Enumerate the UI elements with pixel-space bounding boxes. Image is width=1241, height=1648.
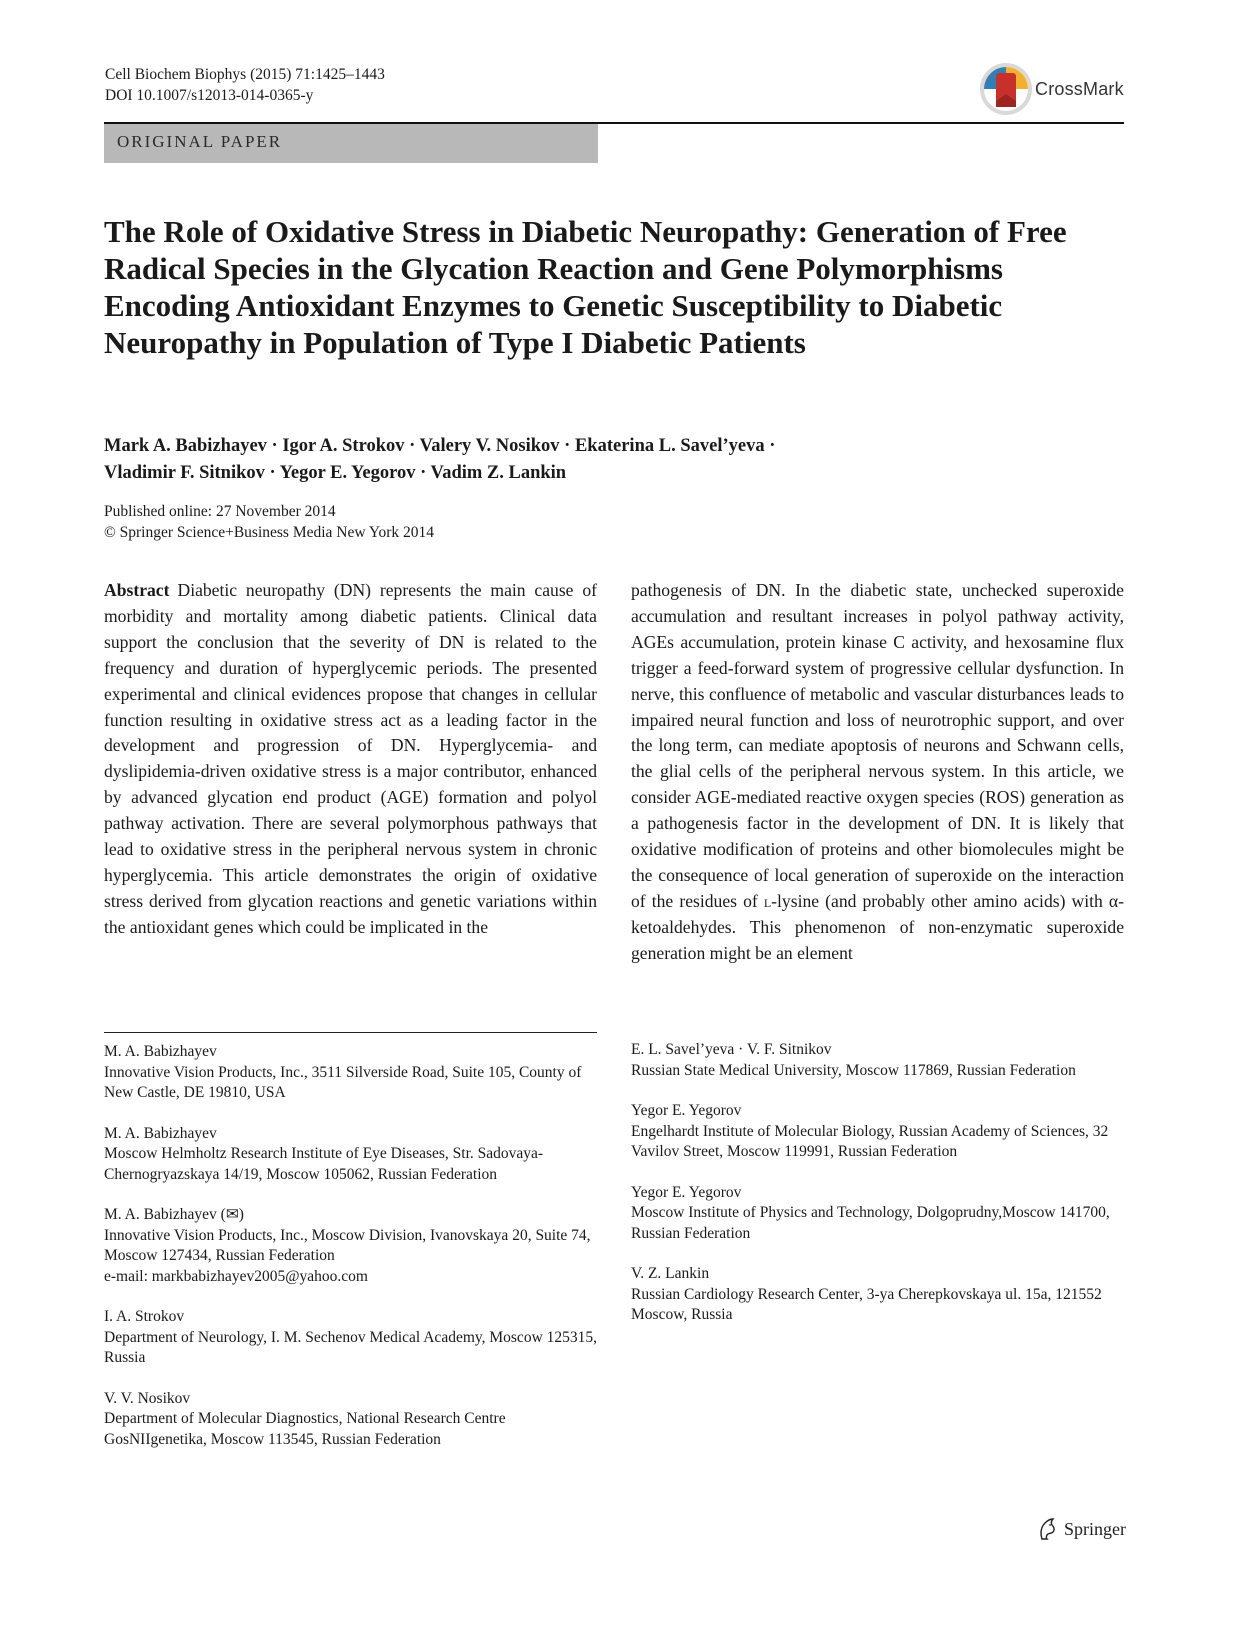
affiliation-block: [104, 1205, 604, 1287]
affiliation-block: [631, 1101, 1131, 1163]
affiliation-address: Engelhardt Institute of Molecular Biology, Russian Academy of Sciences, 32 Vavilov Street, Moscow 119991, Russian Federation: [631, 1122, 1109, 1160]
affiliation-block: [104, 1042, 604, 1104]
affiliation-block: [104, 1124, 604, 1186]
affiliation-name: V. Z. Lankin: [631, 1265, 710, 1282]
affiliation-name: Yegor E. Yegorov: [631, 1102, 742, 1119]
affiliation-address: Department of Molecular Diagnostics, National Research Centre GosNIIgenetika, Moscow 113545, Russian Federation: [104, 1410, 506, 1448]
affiliation-block: [104, 1307, 604, 1369]
affiliation-name: M. A. Babizhayev (✉): [104, 1206, 244, 1223]
abstract-text-left: Diabetic neuropathy (DN) represents the main cause of morbidity and mortality among diabetic patients. Clinical data support the conclusion that the severity of DN is related to the frequency and duration of hyperglycemic periods. The presented experimental and clinical evidences propose that changes in cellular function resulting in oxidative stress act as a leading factor in the development and progression of DN. Hyperglycemia- and dyslipidemia-driven oxidative stress is a major contributor, enhanced by advanced glycation end product (AGE) formation and polyol pathway activation. There are several polymorphous pathways that lead to oxidative stress in the peripheral nervous system in chronic hyperglycemia. This article demonstrates the origin of oxidative stress derived from glycation reactions and genetic variations within the antioxidant genes which could be implicated in the: [104, 580, 597, 937]
affiliation-address: Department of Neurology, I. M. Sechenov Medical Academy, Moscow 125315, Russia: [104, 1328, 598, 1366]
affiliations-right: [631, 1040, 1131, 1346]
affiliation-block: [104, 1389, 604, 1451]
doi: DOI 10.1007/s12013-014-0365-y: [105, 87, 314, 104]
affiliation-address: Russian State Medical University, Moscow 117869, Russian Federation: [631, 1061, 1076, 1079]
affiliation-name: I. A. Strokov: [104, 1308, 185, 1325]
copyright: © Springer Science+Business Media New York 2014: [104, 524, 435, 541]
affiliation-block: [631, 1183, 1131, 1245]
affiliation-block: [631, 1264, 1131, 1326]
email-link[interactable]: e-mail: markbabizhayev2005@yahoo.com: [104, 1267, 368, 1285]
affiliation-address: Moscow Helmholtz Research Institute of Eye Diseases, Str. Sadovaya-Chernogryazskaya 14/19, Moscow 105062, Russian Federation: [104, 1145, 544, 1183]
publication-info: [104, 501, 434, 543]
publisher-name: Springer: [1064, 1518, 1126, 1539]
journal-info: [105, 64, 385, 106]
affiliation-name: M. A. Babizhayev: [104, 1043, 217, 1060]
abstract-label: Abstract: [104, 580, 170, 600]
affiliation-address: Moscow Institute of Physics and Technology, Dolgoprudny,Moscow 141700, Russian Federation: [631, 1204, 1110, 1242]
affiliation-address: Innovative Vision Products, Inc., 3511 Silverside Road, Suite 105, County of New Castle, DE 19810, USA: [104, 1063, 582, 1101]
crossmark-label[interactable]: CrossMark: [1035, 79, 1124, 99]
abstract-text-right-b: -lysine (and probably other amino acids) with α-ketoaldehydes. This phenomenon of non-enzymatic superoxide generation might be an element: [631, 890, 1124, 963]
affiliation-block: [631, 1040, 1131, 1081]
affiliation-name: M. A. Babizhayev: [104, 1124, 217, 1142]
abstract-smallcaps: l: [763, 890, 772, 911]
author-list: [104, 433, 1064, 487]
affiliation-address: Russian Cardiology Research Center, 3-ya Cherepkovskaya ul. 15a, 121552 Moscow, Russia: [631, 1285, 1102, 1323]
affiliation-name: E. L. Savel’yeva · V. F. Sitnikov: [631, 1041, 832, 1058]
authors-line-1: Mark A. Babizhayev · Igor A. Strokov · Valery V. Nosikov · Ekaterina L. Savel’yeva ·: [104, 436, 776, 456]
affiliation-name: Yegor E. Yegorov: [631, 1183, 742, 1201]
published-date: Published online: 27 November 2014: [104, 503, 336, 520]
abstract-left-column: [104, 578, 597, 941]
springer-horse-icon: [1036, 1517, 1058, 1541]
authors-line-2: Vladimir F. Sitnikov · Yegor E. Yegorov · Vadim Z. Lankin: [104, 463, 567, 483]
article-title: The Role of Oxidative Stress in Diabetic Neuropathy: Generation of Free Radical Species in the Glycation Reaction and Gene Polymorphisms Encoding Antioxidant Enzymes to Genetic Susceptibility to Diabetic Neuropathy in Population of Type I Diabetic Patients: [104, 214, 1067, 360]
affiliation-address: Innovative Vision Products, Inc., Moscow Division, Ivanovskaya 20, Suite 74, Moscow 127434, Russian Federation: [104, 1226, 591, 1264]
abstract-text-right-a: pathogenesis of DN. In the diabetic state, unchecked superoxide accumulation and resultant increases in polyol pathway activity, AGEs accumulation, protein kinase C activity, and hexosamine flux trigger a feed-forward system of progressive cellular dysfunction. In nerve, this confluence of metabolic and vascular disturbances leads to impaired neural function and loss of neurotrophic support, and over the long term, can mediate apoptosis of neurons and Schwann cells, the glial cells of the peripheral nervous system. In this article, we consider AGE-mediated reactive oxygen species (ROS) generation as a pathogenesis factor in the development of DN. It is likely that oxidative modification of proteins and other biomolecules might be the consequence of local generation of superoxide on the interaction of the residues of: [631, 580, 1124, 911]
publisher-logo: [1036, 1517, 1126, 1541]
abstract-right-column: [631, 578, 1124, 967]
affiliation-name: V. V. Nosikov: [104, 1389, 191, 1407]
affiliations-left: [104, 1042, 604, 1470]
footnote-rule: [104, 1032, 597, 1033]
journal-citation: Cell Biochem Biophys (2015) 71:1425–1443: [105, 66, 385, 83]
article-type: ORIGINAL PAPER: [117, 132, 283, 151]
